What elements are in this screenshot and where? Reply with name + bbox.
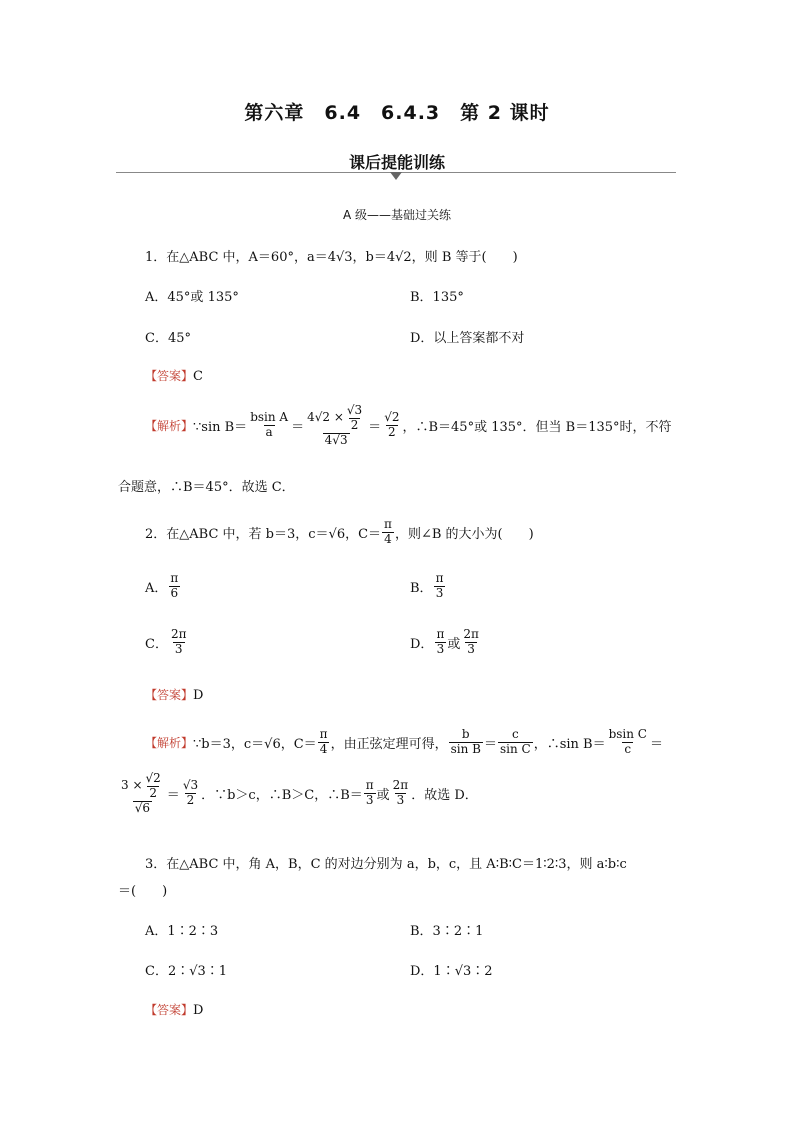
question-3-stem-line2: ＝( ) (118, 884, 168, 899)
q2-analysis-line1: 【解析】 ∵b＝3，c＝√6，C＝ $\frac{\pi}{4}$ ，由正弦定理可得， $\frac{b}{\text{sin B}}$ ＝ $\frac{c}{\text{sin C}}$ ，∴sin B＝ $\frac{\text{bsin C}}{c}$ ＝ (145, 727, 663, 756)
sine-law-right: $\frac{c}{\text{sin C}}$ (499, 727, 531, 756)
sine-law-left: $\frac{b}{\text{sin B}}$ (450, 727, 481, 756)
q3-answer-value: D (193, 1003, 204, 1018)
answer-tag: 【答案】 (145, 369, 194, 383)
q2-answer-value: D (193, 688, 204, 703)
q1-answer (145, 367, 203, 384)
q3-option-c: C．2∶√3∶1 (145, 964, 228, 979)
q1-option-c: C．45° (145, 331, 191, 346)
q2-answer: 【答案】D (145, 688, 204, 703)
q3-option-a: A．1∶2∶3 (145, 924, 219, 939)
divider-triangle-icon (390, 172, 402, 180)
q3-option-b: B．3∶2∶1 (410, 924, 484, 939)
q1-analysis-line1: 【解析】 ∵sin B＝ $\frac{\text{bsin A}}{a}$ ＝ 4√2 × $\frac{√3}{2}$ 4√3 ＝ $\frac{√2}{2}$ ，∴B＝45°或 135°．但当 B＝135°时，不符 (145, 403, 672, 447)
level-heading: A 级——基础过关练 (342, 208, 452, 222)
question-2-stem: 2．在△ABC 中，若 b＝3，c＝√6，C＝ $\frac{\pi}{4}$ ，则∠B 的大小为( ) (145, 517, 534, 546)
q2-option-d: D． $\frac{\pi}{3}$ 或 $\frac{2\pi}{3}$ (410, 627, 479, 656)
q2-option-b: B． $\frac{\pi}{3}$ (410, 571, 444, 600)
q1-option-b: B．135° (410, 290, 464, 305)
q1-option-a: A．45°或 135° (145, 290, 239, 305)
q2-option-c: C． $\frac{2\pi}{3}$ (145, 627, 187, 656)
q1-fraction-3: $\frac{√2}{2}$ (384, 410, 400, 440)
q1-answer-value: C (193, 369, 203, 384)
page-title: 第六章 6.4 6.4.3 第 2 课时 (244, 102, 550, 124)
q1-fraction-2: 4√2 × $\frac{√3}{2}$ 4√3 (307, 403, 363, 447)
q1-analysis-tail: ，∴B＝45°或 135°．但当 B＝135°时，不符 (402, 420, 672, 436)
q3-answer: 【答案】D (145, 1003, 204, 1018)
section-subtitle: 课后提能训练 (348, 153, 445, 172)
q1-option-d: D．以上答案都不对 (410, 331, 525, 346)
q1-analysis-line2: 合题意，∴B＝45°．故选 C． (118, 480, 295, 495)
question-1-stem: 1．在△ABC 中，A＝60°，a＝4√3，b＝4√2，则 B 等于( ) (145, 250, 518, 265)
q2-analysis-line2: 3 × $\frac{√2}{2}$ √6 ＝ $\frac{√3}{2}$ ．∵b＞c，∴B＞C，∴B＝ $\frac{\pi}{3}$ 或 $\frac{2\pi}{3}$ ．故选 D． (121, 771, 478, 815)
q2-option-a: A． $\frac{\pi}{6}$ (145, 571, 179, 600)
question-3-stem-line1: 3．在△ABC 中，角 A，B，C 的对边分别为 a，b，c，且 A∶B∶C＝1∶2∶3，则 a∶b∶c (145, 857, 627, 872)
q1-fraction-1: $\frac{\text{bsin A}}{a}$ (250, 410, 289, 440)
q1-analysis-head: ∵sin B＝ (193, 420, 248, 436)
analysis-tag: 【解析】 (145, 419, 194, 434)
q3-option-d: D．1∶√3∶2 (410, 964, 493, 979)
